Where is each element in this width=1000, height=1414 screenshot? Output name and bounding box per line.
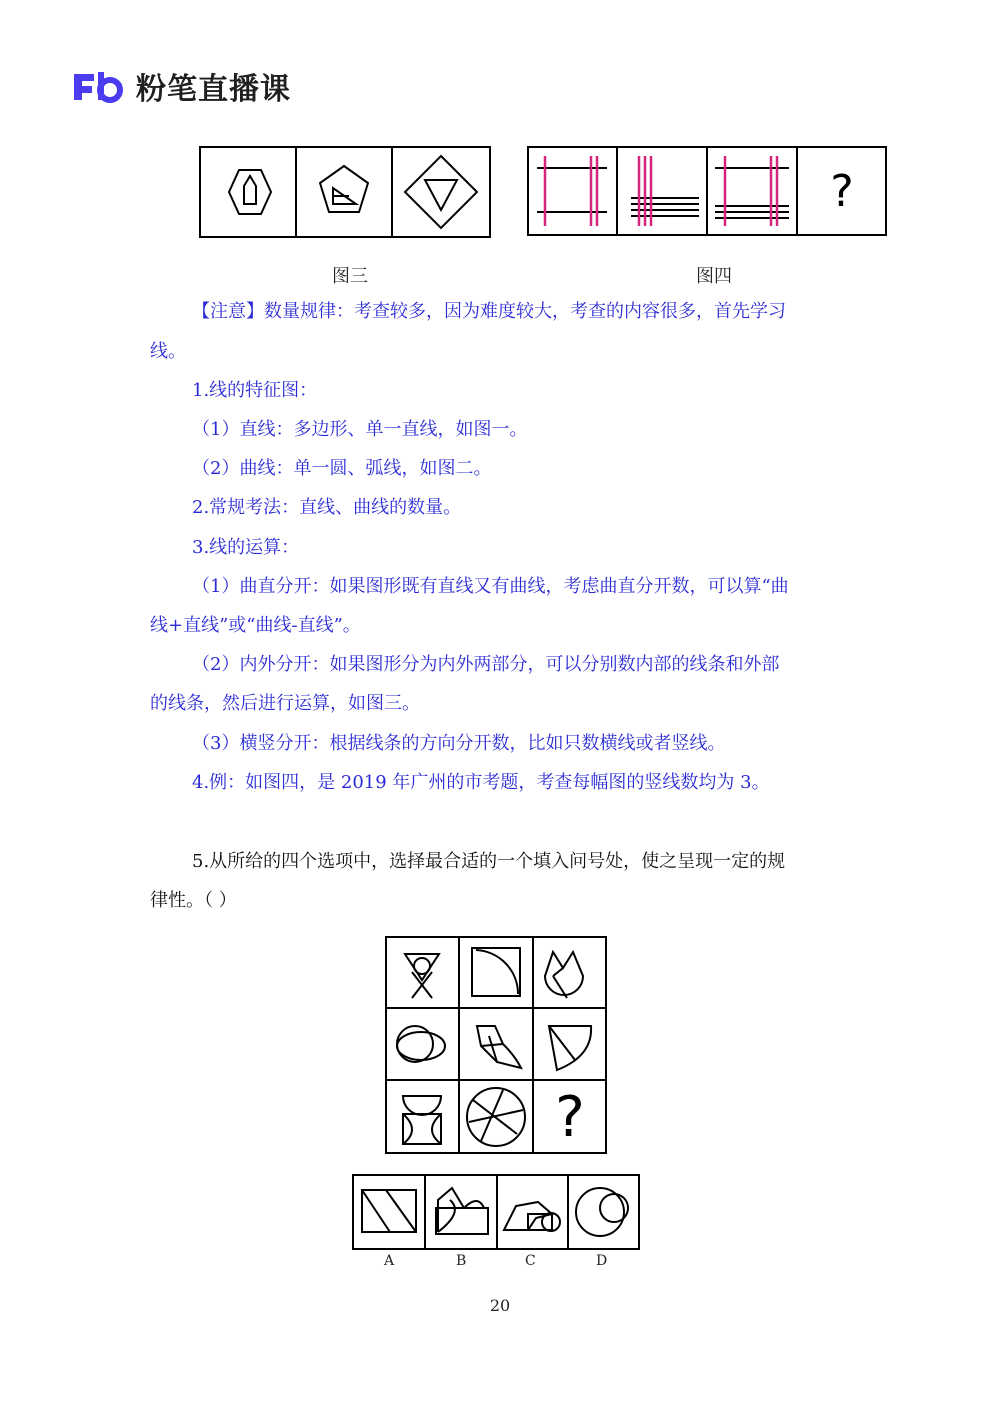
note-line: （3）横竖分开：根据线条的方向分开数，比如只数横线或者竖线。 [192, 733, 726, 754]
brand-logo [70, 66, 291, 106]
note-line: 【注意】数量规律：考查较多，因为难度较大，考查的内容很多，首先学习 [192, 301, 786, 322]
note-line: 的线条，然后进行运算，如图三。 [150, 693, 420, 714]
note-line: 4.例：如图四，是 2019 年广州的市考题，考查每幅图的竖线数均为 3。 [192, 772, 770, 793]
option-label-a: A [384, 1253, 395, 1269]
figure-four-caption: 图四 [696, 266, 732, 287]
note-line: （2）曲线：单一圆、弧线，如图二。 [192, 458, 492, 479]
brand-text: 粉笔直播课 [136, 72, 291, 107]
note-line: 2.常规考法：直线、曲线的数量。 [192, 497, 462, 518]
question-text: 5.从所给的四个选项中，选择最合适的一个填入问号处，使之呈现一定的规 [192, 851, 786, 872]
figure-three [199, 146, 491, 238]
puzzle-grid [385, 936, 607, 1154]
figure-three-caption: 图三 [332, 266, 368, 287]
note-line: （2）内外分开：如果图形分为内外两部分，可以分别数内部的线条和外部 [192, 654, 780, 675]
puzzle-question-mark: ? [555, 1085, 585, 1150]
note-line: （1）曲直分开：如果图形既有直线又有曲线，考虑曲直分开数，可以算“曲 [192, 576, 789, 597]
option-label-c: C [525, 1253, 536, 1269]
page-number: 20 [489, 1296, 511, 1315]
option-label-b: B [456, 1253, 467, 1269]
note-line: 线+直线”或“曲线-直线”。 [150, 615, 361, 636]
fenbi-logo-icon [70, 66, 126, 106]
note-line: 线。 [150, 341, 186, 362]
note-line: 3.线的运算： [192, 537, 300, 558]
answer-options [352, 1174, 640, 1250]
question-text: 律性。（ ） [150, 890, 237, 911]
note-line: 1.线的特征图： [192, 380, 318, 401]
option-label-d: D [596, 1253, 608, 1269]
note-line: （1）直线：多边形、单一直线，如图一。 [192, 419, 528, 440]
figure-four-question-mark: ? [830, 166, 854, 217]
figure-four [527, 146, 887, 236]
